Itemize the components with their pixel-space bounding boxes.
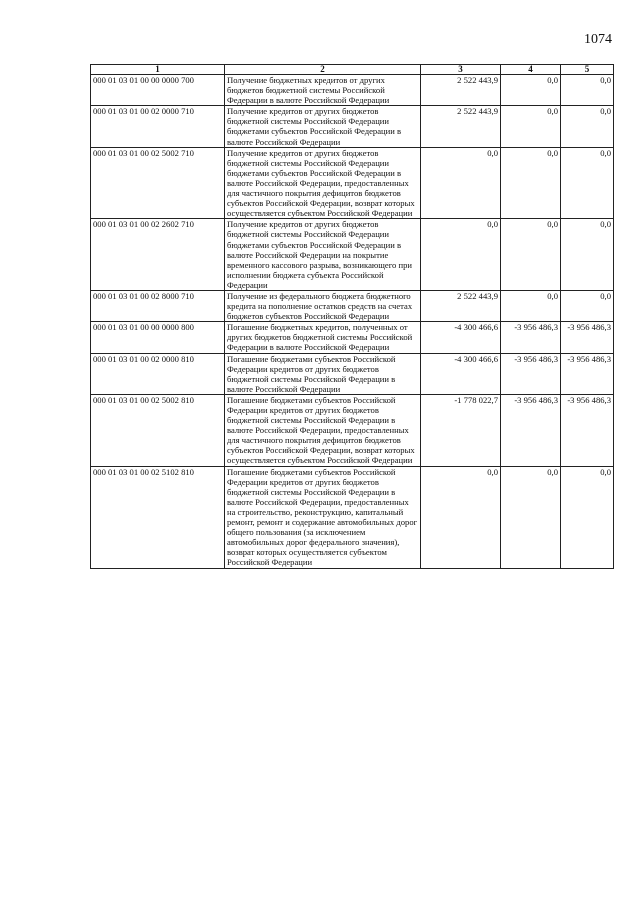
description-cell: Получение кредитов от других бюджетов бюджетной системы Российской Федерации бюджетами субъектов Российской Федерации в валюте Российской Федерации на покрытие временного кассового разрыва, возникающего при исполнении бюджета субъекта Российской Федерации <box>225 219 421 291</box>
budget-code-cell: 000 01 03 01 00 02 0000 710 <box>91 106 225 147</box>
amount-col3-cell: -1 778 022,7 <box>421 394 501 466</box>
budget-code-cell: 000 01 03 01 00 00 0000 800 <box>91 322 225 353</box>
budget-code-cell: 000 01 03 01 00 02 5002 810 <box>91 394 225 466</box>
description-cell: Получение кредитов от других бюджетов бюджетной системы Российской Федерации бюджетами субъектов Российской Федерации в валюте Российской Федерации <box>225 106 421 147</box>
description-cell: Получение из федерального бюджета бюджетного кредита на пополнение остатков средств на счетах бюджетов субъектов Российской Федерации <box>225 290 421 321</box>
description-cell: Погашение бюджетами субъектов Российской Федерации кредитов от других бюджетов бюджетной системы Российской Федерации в валюте Российской Федерации <box>225 353 421 394</box>
amount-col4-cell: 0,0 <box>501 75 561 106</box>
budget-code-cell: 000 01 03 01 00 02 2602 710 <box>91 219 225 291</box>
table-row <box>91 394 614 466</box>
amount-col5-cell: -3 956 486,3 <box>561 394 614 466</box>
amount-col5-cell: 0,0 <box>561 219 614 291</box>
amount-col5-cell: 0,0 <box>561 147 614 219</box>
amount-col5-cell: -3 956 486,3 <box>561 322 614 353</box>
description-cell: Получение кредитов от других бюджетов бюджетной системы Российской Федерации бюджетами субъектов Российской Федерации в валюте Российской Федерации, предоставленных для частичного покрытия дефицитов бюджетов субъектов Российской Федерации, возврат которых осуществляется субъектом Российской Федерации <box>225 147 421 219</box>
budget-code-cell: 000 01 03 01 00 02 5002 710 <box>91 147 225 219</box>
amount-col4-cell: 0,0 <box>501 290 561 321</box>
amount-col3-cell: 2 522 443,9 <box>421 106 501 147</box>
table-row <box>91 322 614 353</box>
description-cell: Погашение бюджетами субъектов Российской Федерации кредитов от других бюджетов бюджетной системы Российской Федерации в валюте Российской Федерации, предоставленных на строительство, реконструкцию, капитальный ремонт, ремонт и содержание автомобильных дорог общего пользования (за исключением автомобильных дорог федерального значения), возврат которых осуществляется субъектом Российской Федерации <box>225 466 421 568</box>
amount-col4-cell: 0,0 <box>501 147 561 219</box>
table-header-row <box>91 65 614 75</box>
description-cell: Погашение бюджетных кредитов, полученных от других бюджетов бюджетной системы Российской Федерации в валюте Российской Федерации <box>225 322 421 353</box>
column-header-2: 2 <box>225 65 421 75</box>
table-row <box>91 353 614 394</box>
amount-col5-cell: 0,0 <box>561 106 614 147</box>
amount-col3-cell: 0,0 <box>421 147 501 219</box>
description-cell: Погашение бюджетами субъектов Российской Федерации кредитов от других бюджетов бюджетной системы Российской Федерации в валюте Российской Федерации, предоставленных для частичного покрытия дефицитов бюджетов субъектов Российской Федерации, возврат которых осуществляется субъектом Российской Федерации <box>225 394 421 466</box>
amount-col4-cell: -3 956 486,3 <box>501 353 561 394</box>
amount-col4-cell: -3 956 486,3 <box>501 394 561 466</box>
amount-col3-cell: 0,0 <box>421 219 501 291</box>
budget-code-cell: 000 01 03 01 00 02 8000 710 <box>91 290 225 321</box>
column-header-1: 1 <box>91 65 225 75</box>
amount-col5-cell: 0,0 <box>561 290 614 321</box>
budget-code-cell: 000 01 03 01 00 02 5102 810 <box>91 466 225 568</box>
amount-col5-cell: -3 956 486,3 <box>561 353 614 394</box>
amount-col4-cell: 0,0 <box>501 466 561 568</box>
description-cell: Получение бюджетных кредитов от других бюджетов бюджетной системы Российской Федерации в валюте Российской Федерации <box>225 75 421 106</box>
amount-col3-cell: 2 522 443,9 <box>421 75 501 106</box>
amount-col3-cell: -4 300 466,6 <box>421 353 501 394</box>
column-header-3: 3 <box>421 65 501 75</box>
amount-col4-cell: 0,0 <box>501 106 561 147</box>
budget-code-cell: 000 01 03 01 00 02 0000 810 <box>91 353 225 394</box>
budget-code-cell: 000 01 03 01 00 00 0000 700 <box>91 75 225 106</box>
amount-col5-cell: 0,0 <box>561 466 614 568</box>
table-row <box>91 290 614 321</box>
amount-col3-cell: 0,0 <box>421 466 501 568</box>
amount-col4-cell: -3 956 486,3 <box>501 322 561 353</box>
table-row <box>91 75 614 106</box>
column-header-4: 4 <box>501 65 561 75</box>
table-row <box>91 466 614 568</box>
table-row <box>91 147 614 219</box>
table-row <box>91 106 614 147</box>
budget-sources-table <box>90 64 614 569</box>
column-header-5: 5 <box>561 65 614 75</box>
amount-col3-cell: 2 522 443,9 <box>421 290 501 321</box>
page-number: 1074 <box>584 32 612 47</box>
amount-col5-cell: 0,0 <box>561 75 614 106</box>
amount-col3-cell: -4 300 466,6 <box>421 322 501 353</box>
amount-col4-cell: 0,0 <box>501 219 561 291</box>
table-row <box>91 219 614 291</box>
